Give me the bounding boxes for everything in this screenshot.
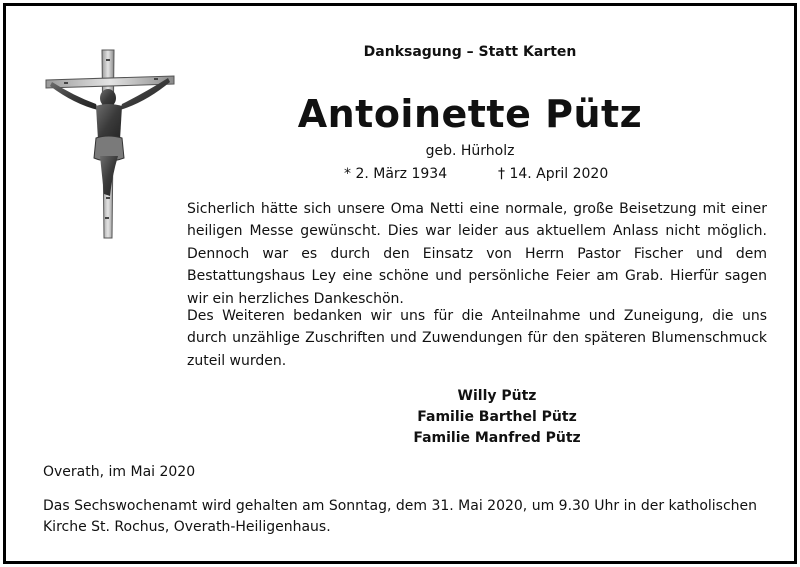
signatory: Familie Barthel Pütz xyxy=(417,409,577,425)
signatory: Familie Manfred Pütz xyxy=(413,430,581,446)
deceased-name: Antoinette Pütz xyxy=(297,92,643,136)
gratitude-paragraph: Des Weiteren bedanken wir uns für die Anteilnahme und Zuneigung, die uns durch unzählige Zuschriften und Zuwendungen für den späteren Blumenschmuck zuteil wurden. xyxy=(187,308,767,369)
birth-date: * 2. März 1934 xyxy=(344,166,448,182)
obituary-card xyxy=(3,3,797,564)
signatories xyxy=(6,386,794,449)
heading: Danksagung – Statt Karten xyxy=(363,44,577,60)
thanks-paragraph: Sicherlich hätte sich unsere Oma Netti eine normale, große Beisetzung mit einer heiligen Messe gewünscht. Dies war leider aus aktuellem Anlass nicht möglich. Dennoch war es durch den Einsatz von Herrn Pastor Fischer und dem Bestattungshaus Ley eine schöne und persönliche Feier am Grab. Hierfür sagen wir ein herzliches Dankeschön. xyxy=(187,201,767,307)
place-date: Overath, im Mai 2020 xyxy=(43,464,196,480)
maiden-name: geb. Hürholz xyxy=(425,143,515,159)
service-note: Das Sechswochenamt wird gehalten am Sonntag, dem 31. Mai 2020, um 9.30 Uhr in der katholischen Kirche St. Rochus, Overath-Heiligenhaus. xyxy=(43,498,758,535)
signatory: Willy Pütz xyxy=(457,388,537,404)
death-date: † 14. April 2020 xyxy=(498,166,609,182)
